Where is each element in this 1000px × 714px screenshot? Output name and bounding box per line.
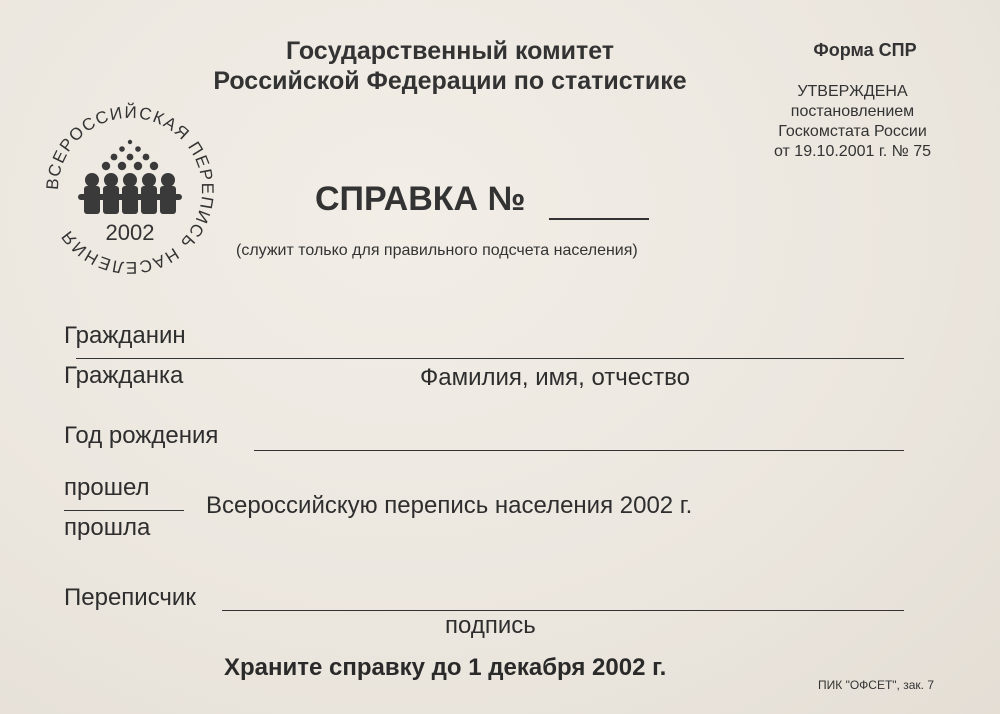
approval-block <box>745 82 960 162</box>
full-name-caption: Фамилия, имя, отчество <box>420 364 690 391</box>
census-statement: Всероссийскую перепись населения 2002 г. <box>206 492 693 519</box>
passed-female-label: прошла <box>64 514 151 541</box>
census-people-icon <box>78 140 182 214</box>
approval-line-3: Госкомстата России <box>778 123 927 140</box>
citizen-female-label: Гражданка <box>64 362 184 389</box>
printer-imprint: ПИК "ОФСЕТ", зак. 7 <box>818 678 934 692</box>
census-seal <box>40 100 220 280</box>
seal-year: 2002 <box>105 220 155 245</box>
citizen-male-label: Гражданин <box>64 322 186 349</box>
approval-line-2: постановлением <box>790 103 915 120</box>
passed-male-label: прошел <box>64 474 150 501</box>
form-code: Форма СПР <box>813 40 917 60</box>
birth-year-field[interactable] <box>254 450 904 451</box>
keep-until-note: Храните справку до 1 декабря 2002 г. <box>224 654 667 681</box>
census-logo <box>40 100 220 280</box>
birth-year-label: Год рождения <box>64 422 219 449</box>
signature-caption: подпись <box>445 612 536 639</box>
certificate-number-field[interactable] <box>549 218 649 220</box>
organization-line-2: Российской Федерации по статистике <box>213 67 687 95</box>
organization-line-1: Государственный комитет <box>285 37 615 65</box>
certificate-title: СПРАВКА № <box>315 180 526 218</box>
full-name-field[interactable] <box>76 358 904 359</box>
organization-title <box>150 36 750 96</box>
approval-line-1: УТВЕРЖДЕНА <box>797 83 908 100</box>
enumerator-label: Переписчик <box>64 584 196 611</box>
passed-separator <box>64 510 184 511</box>
seal-ring-text: ВСЕРОССИЙСКАЯ ПЕРЕПИСЬ НАСЕЛЕНИЯ <box>42 102 218 278</box>
approval-line-4: от 19.10.2001 г. № 75 <box>773 143 932 160</box>
certificate-subtitle: (служит только для правильного подсчета населения) <box>236 242 638 259</box>
enumerator-signature-field[interactable] <box>222 610 904 611</box>
